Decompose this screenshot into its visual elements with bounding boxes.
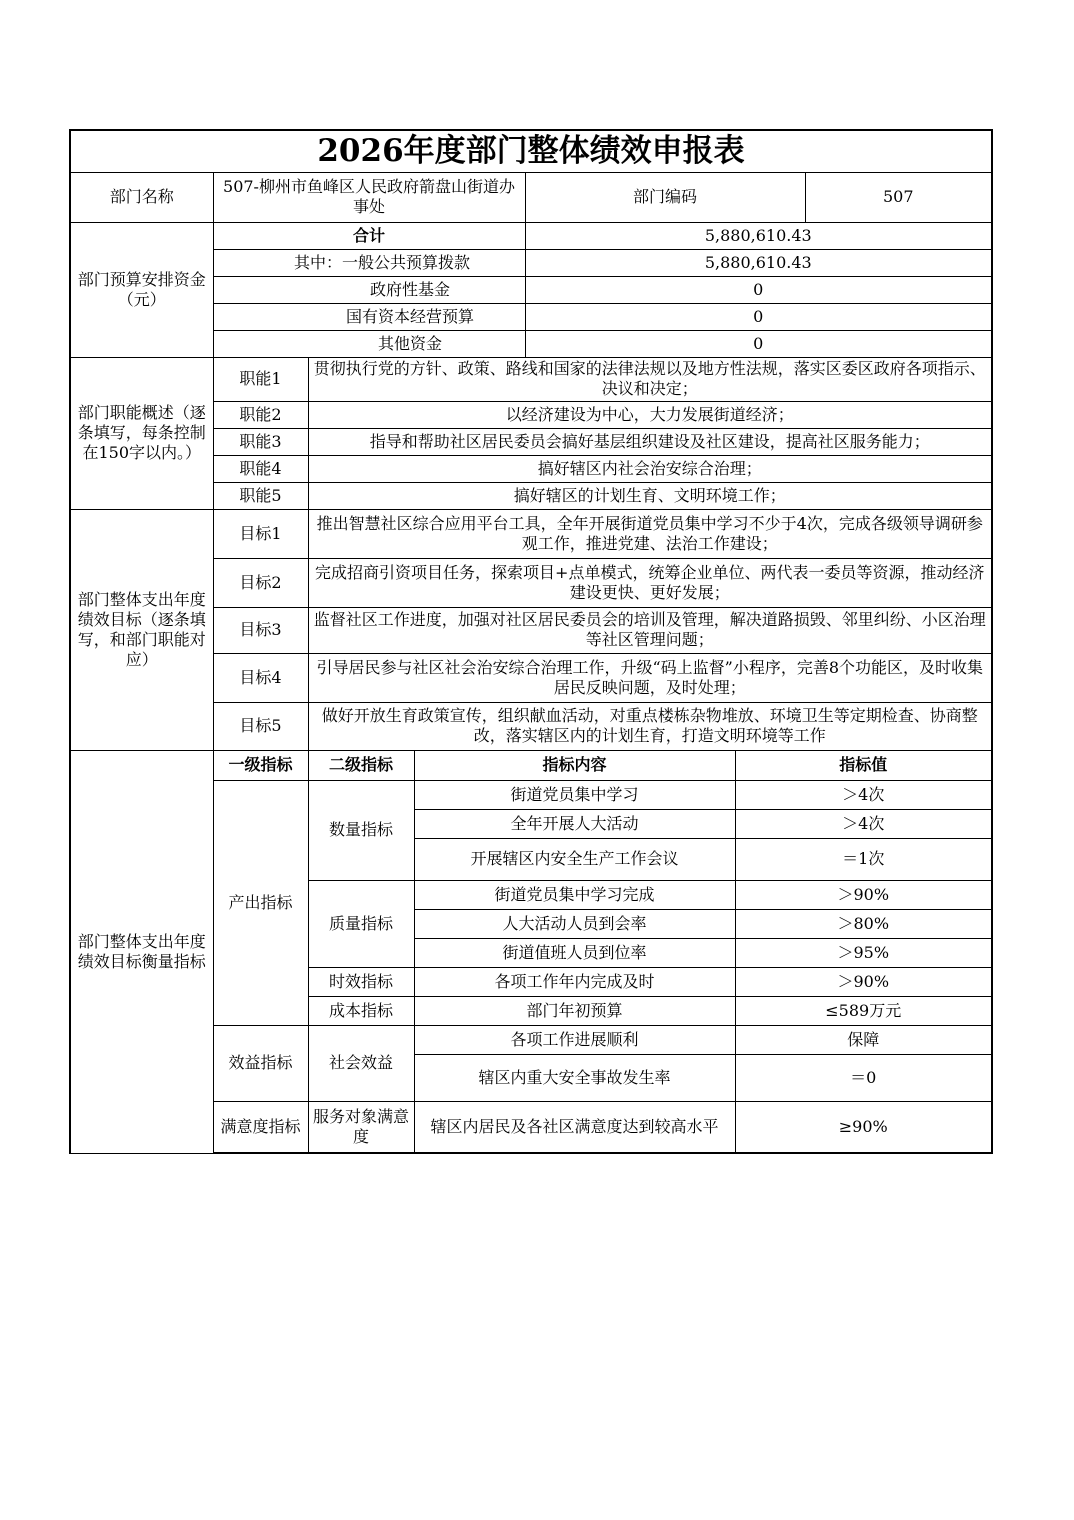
- metric-content: 人大活动人员到会率: [414, 909, 735, 938]
- performance-form-table: [69, 129, 993, 1154]
- page-title: 2026年度部门整体绩效申报表: [70, 130, 992, 172]
- goal-item-label: 目标4: [213, 653, 308, 702]
- budget-row-label: 其他资金: [213, 330, 525, 357]
- metric-value: ≥90%: [735, 1101, 992, 1153]
- metrics-label: 部门整体支出年度绩效目标衡量指标: [70, 750, 213, 1153]
- quality-indicator-label: 质量指标: [308, 880, 414, 967]
- metric-content: 部门年初预算: [414, 996, 735, 1025]
- timeliness-indicator-label: 时效指标: [308, 967, 414, 996]
- service-satisfaction-label: 服务对象满意度: [308, 1101, 414, 1153]
- budget-row-value: 0: [525, 330, 992, 357]
- function-item-text: 以经济建设为中心，大力发展街道经济；: [308, 401, 992, 428]
- metric-content: 各项工作年内完成及时: [414, 967, 735, 996]
- dept-name-value: 507-柳州市鱼峰区人民政府箭盘山街道办事处: [213, 172, 525, 222]
- header-value: 指标值: [735, 750, 992, 780]
- metric-value: ＞4次: [735, 809, 992, 838]
- header-level2: 二级指标: [308, 750, 414, 780]
- metric-content: 街道党员集中学习完成: [414, 880, 735, 909]
- goal-item-text: 推出智慧社区综合应用平台工具，全年开展街道党员集中学习不少于4次，完成各级领导调研参观工作，推进党建、法治工作建设；: [308, 509, 992, 558]
- budget-row-value: 5,880,610.43: [525, 222, 992, 249]
- metric-value: ＝0: [735, 1054, 992, 1101]
- budget-row-value: 5,880,610.43: [525, 249, 992, 276]
- metric-content: 街道值班人员到位率: [414, 938, 735, 967]
- function-item-text: 贯彻执行党的方针、政策、路线和国家的法律法规以及地方性法规，落实区委区政府各项指示、决议和决定；: [308, 357, 992, 401]
- goal-item-label: 目标1: [213, 509, 308, 558]
- benefit-indicator-label: 效益指标: [213, 1025, 308, 1101]
- functions-label: 部门职能概述（逐条填写，每条控制在150字以内。）: [70, 357, 213, 509]
- goal-item-text: 完成招商引资项目任务，探索项目+点单模式，统筹企业单位、两代表一委员等资源，推动经济建设更快、更好发展；: [308, 558, 992, 607]
- dept-name-label: 部门名称: [70, 172, 213, 222]
- goal-item-text: 引导居民参与社区社会治安综合治理工作，升级“码上监督”小程序，完善8个功能区，及时收集居民反映问题，及时处理；: [308, 653, 992, 702]
- function-item-label: 职能2: [213, 401, 308, 428]
- budget-row-label: 政府性基金: [213, 276, 525, 303]
- budget-row-label: 合计: [213, 222, 525, 249]
- metric-content: 辖区内重大安全事故发生率: [414, 1054, 735, 1101]
- goals-label: 部门整体支出年度绩效目标（逐条填写，和部门职能对应）: [70, 509, 213, 750]
- metric-content: 各项工作进展顺利: [414, 1025, 735, 1054]
- metric-content: 街道党员集中学习: [414, 780, 735, 809]
- goal-item-label: 目标2: [213, 558, 308, 607]
- function-item-label: 职能3: [213, 428, 308, 455]
- metric-content: 开展辖区内安全生产工作会议: [414, 838, 735, 880]
- header-content: 指标内容: [414, 750, 735, 780]
- social-benefit-label: 社会效益: [308, 1025, 414, 1101]
- satisfaction-indicator-label: 满意度指标: [213, 1101, 308, 1153]
- metric-content: 全年开展人大活动: [414, 809, 735, 838]
- function-item-text: 搞好辖区内社会治安综合治理；: [308, 455, 992, 482]
- budget-label: 部门预算安排资金（元）: [70, 222, 213, 357]
- goal-item-label: 目标5: [213, 702, 308, 750]
- metric-value: ＞80%: [735, 909, 992, 938]
- header-level1: 一级指标: [213, 750, 308, 780]
- metric-value: ＞90%: [735, 880, 992, 909]
- metric-value: ＝1次: [735, 838, 992, 880]
- dept-code-label: 部门编码: [525, 172, 805, 222]
- function-item-label: 职能4: [213, 455, 308, 482]
- goal-item-text: 监督社区工作进度，加强对社区居民委员会的培训及管理，解决道路损毁、邻里纠纷、小区治理等社区管理问题；: [308, 607, 992, 653]
- function-item-label: 职能1: [213, 357, 308, 401]
- quantity-indicator-label: 数量指标: [308, 780, 414, 880]
- goal-item-label: 目标3: [213, 607, 308, 653]
- function-item-label: 职能5: [213, 482, 308, 509]
- cost-indicator-label: 成本指标: [308, 996, 414, 1025]
- metric-value: ≤589万元: [735, 996, 992, 1025]
- goal-item-text: 做好开放生育政策宣传，组织献血活动，对重点楼栋杂物堆放、环境卫生等定期检查、协商整改，落实辖区内的计划生育，打造文明环境等工作: [308, 702, 992, 750]
- budget-row-label: 国有资本经营预算: [213, 303, 525, 330]
- budget-row-value: 0: [525, 303, 992, 330]
- output-indicator-label: 产出指标: [213, 780, 308, 1025]
- function-item-text: 指导和帮助社区居民委员会搞好基层组织建设及社区建设，提高社区服务能力；: [308, 428, 992, 455]
- function-item-text: 搞好辖区的计划生育、文明环境工作；: [308, 482, 992, 509]
- metric-value: ＞90%: [735, 967, 992, 996]
- budget-row-label: 其中：一般公共预算拨款: [213, 249, 525, 276]
- dept-code-value: 507: [805, 172, 992, 222]
- metric-value: 保障: [735, 1025, 992, 1054]
- metric-content: 辖区内居民及各社区满意度达到较高水平: [414, 1101, 735, 1153]
- metric-value: ＞95%: [735, 938, 992, 967]
- metric-value: ＞4次: [735, 780, 992, 809]
- budget-row-value: 0: [525, 276, 992, 303]
